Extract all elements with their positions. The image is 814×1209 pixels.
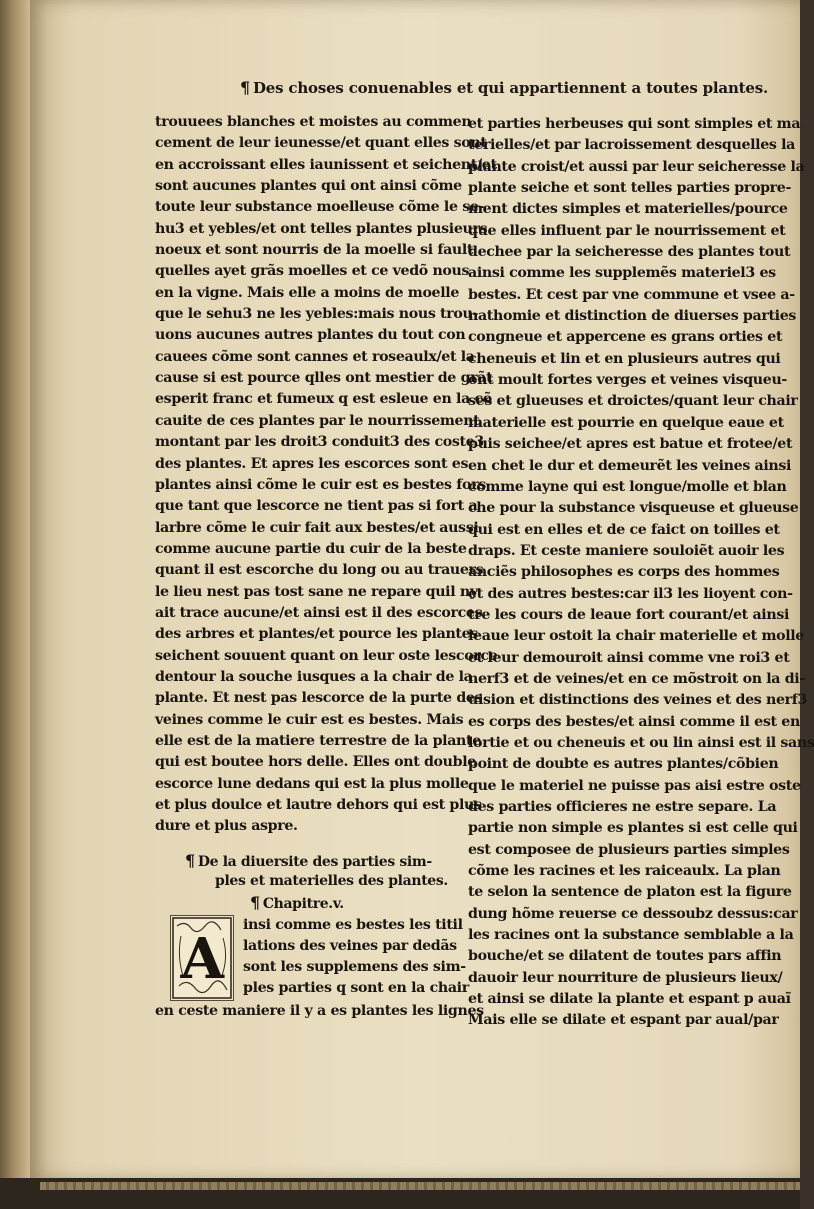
running-head [240, 78, 768, 104]
text-line: puis seichee/et apres est batue et frotee/et [468, 436, 793, 453]
text-line: dure et plus aspre. [155, 818, 298, 835]
text-line: trouuees blanches et moistes au commen [155, 114, 472, 130]
text-line: nathomie et distinction de diuerses parties [468, 308, 797, 325]
text-line: cõme les racines et les raiceaulx. La plan [468, 863, 781, 880]
text-line: materielle est pourrie en quelque eaue et [468, 414, 784, 431]
chapter-heading-line2: ples et materielles des plantes. [215, 872, 448, 889]
page-edge [0, 1178, 800, 1209]
left-column-text [155, 112, 498, 838]
text-line: sont les supplemens des sim- [243, 958, 466, 975]
text-line: qui est boutee hors delle. Elles ont double [155, 754, 476, 771]
text-line: et plus doulce et lautre dehors qui est plus [155, 797, 482, 813]
text-line: partie non simple es plantes si est celle qui [468, 820, 798, 837]
text-line: plante. Et nest pas lescorce de la purte des [155, 690, 483, 707]
text-line: esperit franc et fumeux q est esleue en la cõ [155, 391, 492, 408]
chapter-number: ¶ Chapitre.v. [250, 892, 344, 912]
chapter-heading-line1: ¶ De la diuersite des parties sim- [185, 850, 432, 870]
text-line: le lieu nest pas tost sane ne repare quil ny [155, 583, 478, 600]
text-line: sont aucunes plantes qui ont ainsi cõme [155, 178, 462, 195]
initial-letter-glyph: A [180, 925, 224, 992]
initial-lines [243, 915, 469, 999]
text-line: ait trace aucune/et ainsi est il des escorces [155, 604, 483, 621]
text-line: bouche/et se dilatent de toutes pars affin [468, 948, 782, 965]
text-line: que le materiel ne puisse pas aisi estre oste [468, 777, 801, 794]
text-line: larbre cõme le cuir fait aux bestes/et aussi [155, 519, 479, 536]
text-line: Mais elle se dilate et espant par aual/par [468, 1012, 779, 1029]
text-line: te selon la sentence de platon est la figure [468, 884, 792, 901]
text-line: en accroissant elles iaunissent et seichent/et [155, 156, 497, 173]
text-line: dauoir leur nourriture de plusieurs lieux/ [468, 969, 783, 986]
text-line: congneue et appercene es grans orties et [468, 329, 783, 346]
text-line: montant par les droit3 conduit3 des coste3 [155, 434, 484, 451]
text-line: cement de leur ieunesse/et quant elles sont [155, 135, 487, 152]
right-column-text [468, 114, 814, 1032]
text-line: et parties herbeuses qui sont simples et ma [468, 116, 801, 132]
text-line: dechee par la seicheresse des plantes tout [468, 244, 791, 261]
text-line: quant il est escorche du long ou au trauers [155, 562, 484, 579]
text-line: cause si est pource qlles ont mestier de grãt [155, 370, 493, 387]
text-line: bestes. Et cest par vne commune et vsee a- [468, 286, 795, 303]
text-line: quelles ayet grãs moelles et ce vedõ nous [155, 263, 470, 280]
text-line: ses et glueuses et droictes/quant leur chair [468, 393, 798, 410]
decorated-initial-letter [170, 915, 234, 1001]
text-line: que tant que lescorce ne tient pas si fort a [155, 498, 478, 515]
text-line: dung hõme reuerse ce dessoubz dessus:car [468, 905, 798, 922]
text-line: que elles influent par le nourrissement et [468, 222, 786, 239]
text-line: ples parties q sont en la chair [243, 979, 469, 996]
text-line: lations des veines par dedãs [243, 937, 457, 954]
right-column [468, 114, 814, 1032]
text-line: qui est en elles et de ce faict on toilles et [468, 521, 780, 538]
text-line: leaue leur ostoit la chair materielle et molle [468, 628, 804, 645]
text-line: plante croist/et aussi par leur seicheresse la [468, 158, 805, 175]
text-line: che pour la substance visqueuse et glueuse [468, 500, 799, 517]
ornamental-initial-icon [171, 916, 233, 1000]
paragraph-mark-icon: ¶ [250, 892, 260, 912]
text-line: ont moult fortes verges et veines visqueu- [468, 372, 787, 389]
left-column [155, 112, 498, 1022]
text-line: cauees cõme sont cannes et roseaulx/et la [155, 348, 475, 365]
text-line: comme layne qui est longue/molle et blan [468, 478, 787, 495]
text-line: plante seiche et sont telles parties propre- [468, 180, 792, 197]
text-line: terielles/et par lacroissement desquelles la [468, 137, 795, 154]
text-line: elle est de la matiere terrestre de la plante [155, 732, 481, 749]
text-line: insi comme es bestes les titil [243, 916, 463, 933]
paragraph-mark-icon: ¶ [240, 78, 250, 97]
text-line: es corps des bestes/et ainsi comme il est en [468, 713, 800, 730]
text-line: ainsi comme les supplemẽs materiel3 es [468, 265, 776, 282]
text-line: plantes ainsi cõme le cuir est es bestes fors [155, 476, 486, 493]
text-line: uision et distinctions des veines et des nerf3 [468, 692, 808, 709]
stacked-pages-edge [40, 1182, 800, 1190]
text-line: point de doubte es autres plantes/cõbien [468, 756, 779, 773]
text-line: cauite de ces plantes par le nourrissement [155, 412, 480, 429]
text-line: hu3 et yebles/et ont telles plantes plusieurs [155, 220, 488, 237]
left-column-last-line: en ceste maniere il y a es plantes les lignes [155, 1002, 484, 1019]
text-line: toute leur substance moelleuse cõme le se- [155, 199, 485, 216]
text-line: en chet le dur et demeurẽt les veines ainsi [468, 457, 792, 474]
text-line: des arbres et plantes/et pource les plantes [155, 626, 478, 643]
text-line: et leur demouroit ainsi comme vne roi3 et [468, 649, 790, 666]
text-line: et ainsi se dilate la plante et espant p auaĩ [468, 991, 791, 1008]
text-line: des plantes. Et apres les escorces sont es [155, 455, 469, 472]
text-line: uons aucunes autres plantes du tout con [155, 327, 466, 344]
running-head-text: Des choses conuenables et qui appartiennent a toutes plantes. [252, 79, 768, 97]
text-line: tre les cours de leaue fort courant/et ainsi [468, 606, 789, 623]
text-line: lortie et ou cheneuis et ou lin ainsi est il sans [468, 734, 814, 751]
text-line: ment dictes simples et materielles/pource [468, 201, 788, 218]
text-line: en la vigne. Mais elle a moins de moelle [155, 284, 459, 301]
text-line: et des autres bestes:car il3 les lioyent con- [468, 585, 793, 602]
text-line: veines comme le cuir est es bestes. Mais [155, 711, 464, 728]
text-line: que le sehu3 ne les yebles:mais nous trou- [155, 306, 479, 323]
decorated-initial-block [155, 915, 469, 1001]
text-line: escorce lune dedans qui est la plus molle [155, 775, 469, 792]
text-line: les racines ont la substance semblable a la [468, 927, 794, 944]
paragraph-mark-icon: ¶ [185, 850, 195, 870]
text-line: seichent souuent quant on leur oste lescorce [155, 647, 498, 664]
text-line: est composee de plusieurs parties simples [468, 841, 790, 858]
text-line: dentour la souche iusques a la chair de la [155, 668, 473, 685]
text-line: draps. Et ceste maniere souloiẽt auoir les [468, 542, 785, 559]
text-line: anciẽs philosophes es corps des hommes [468, 564, 780, 581]
text-line: comme aucune partie du cuir de la beste [155, 540, 467, 557]
text-line: cheneuis et lin et en plusieurs autres qui [468, 350, 781, 367]
text-line: noeux et sont nourris de la moelle si fault [155, 242, 474, 259]
text-line: nerf3 et de veines/et en ce mõstroit on la di- [468, 670, 805, 687]
text-line: des parties officieres ne estre separe. La [468, 799, 777, 815]
